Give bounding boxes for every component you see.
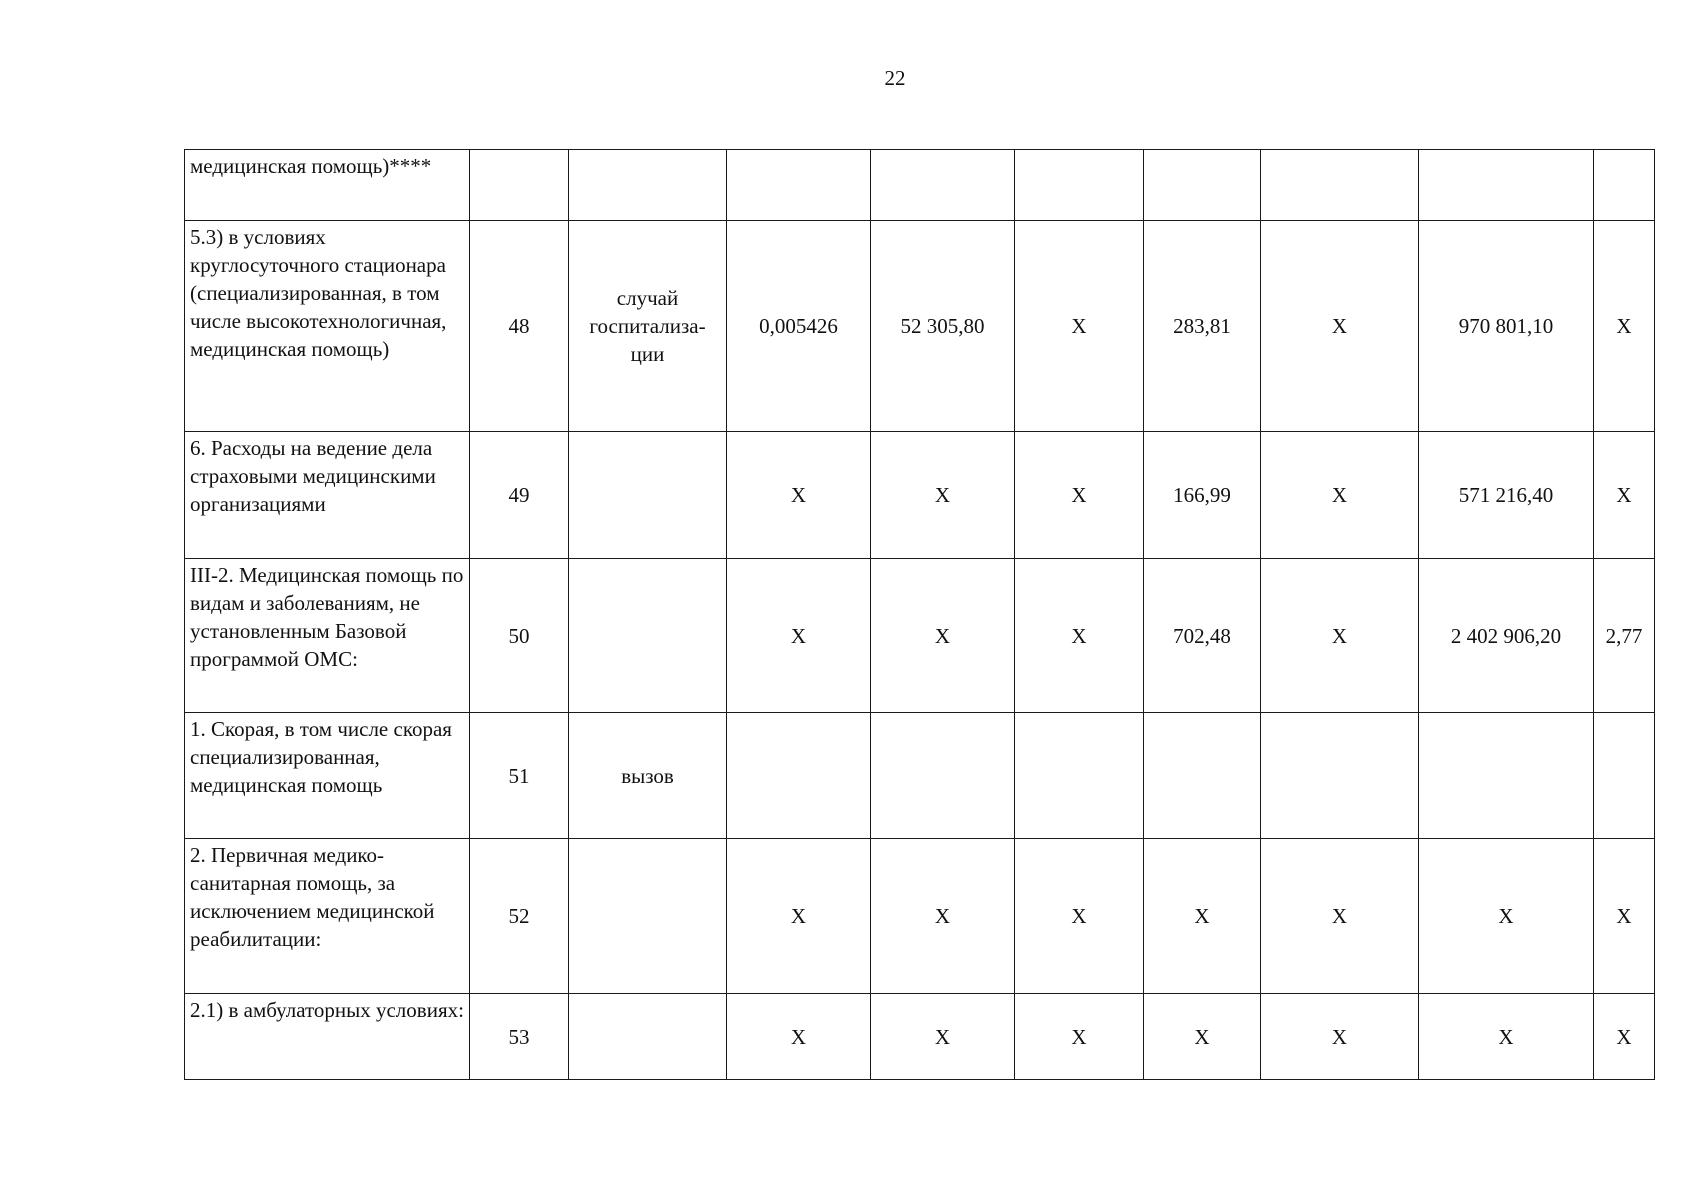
value-cell: Х <box>1594 994 1655 1080</box>
value-cell: 970 801,10 <box>1419 221 1594 432</box>
value-cell: 571 216,40 <box>1419 432 1594 559</box>
value-cell <box>1144 713 1261 839</box>
value-cell <box>727 150 871 221</box>
value-cell <box>1419 713 1594 839</box>
value-cell: 702,48 <box>1144 559 1261 713</box>
line-number-cell: 53 <box>470 994 569 1080</box>
table-row <box>185 221 1655 432</box>
value-cell <box>1144 150 1261 221</box>
value-cell: Х <box>1419 839 1594 994</box>
value-cell: Х <box>1015 221 1144 432</box>
value-cell <box>1015 713 1144 839</box>
value-cell <box>1594 713 1655 839</box>
unit-cell: случай госпитализа-ции <box>569 221 727 432</box>
line-number-cell <box>470 150 569 221</box>
value-cell: 2,77 <box>1594 559 1655 713</box>
value-cell: Х <box>1594 221 1655 432</box>
value-cell: Х <box>1594 839 1655 994</box>
value-cell <box>1419 150 1594 221</box>
value-cell <box>727 713 871 839</box>
table-row <box>185 432 1655 559</box>
value-cell: Х <box>1261 221 1419 432</box>
value-cell: Х <box>871 839 1015 994</box>
value-cell <box>1261 713 1419 839</box>
value-cell: Х <box>871 432 1015 559</box>
row-name-cell: III-2. Медицинская помощь по видам и заболеваниям, не установленным Базовой программой ОМС: <box>185 559 470 713</box>
value-cell <box>1594 150 1655 221</box>
value-cell: Х <box>1015 559 1144 713</box>
table-row <box>185 150 1655 221</box>
value-cell: Х <box>1594 432 1655 559</box>
value-cell: 0,005426 <box>727 221 871 432</box>
row-name-cell: медицинская помощь)**** <box>185 150 470 221</box>
value-cell: Х <box>1261 994 1419 1080</box>
value-cell: 283,81 <box>1144 221 1261 432</box>
value-cell: Х <box>1144 839 1261 994</box>
line-number-cell: 49 <box>470 432 569 559</box>
value-cell <box>871 150 1015 221</box>
table-row <box>185 839 1655 994</box>
value-cell: Х <box>1015 994 1144 1080</box>
line-number-cell: 50 <box>470 559 569 713</box>
value-cell: 2 402 906,20 <box>1419 559 1594 713</box>
value-cell: Х <box>1419 994 1594 1080</box>
unit-cell <box>569 994 727 1080</box>
value-cell: Х <box>1144 994 1261 1080</box>
unit-cell <box>569 432 727 559</box>
value-cell: Х <box>1261 839 1419 994</box>
unit-cell <box>569 839 727 994</box>
unit-cell <box>569 559 727 713</box>
row-name-cell: 1. Скорая, в том числе скорая специализированная, медицинская помощь <box>185 713 470 839</box>
value-cell: Х <box>1015 839 1144 994</box>
value-cell: Х <box>727 994 871 1080</box>
value-cell: Х <box>1261 559 1419 713</box>
data-table <box>184 149 1655 1080</box>
value-cell <box>1015 150 1144 221</box>
value-cell <box>1261 150 1419 221</box>
row-name-cell: 5.3) в условиях круглосуточного стационара (специализированная, в том числе высокотехнологичная, медицинская помощь) <box>185 221 470 432</box>
value-cell: 166,99 <box>1144 432 1261 559</box>
table-row <box>185 559 1655 713</box>
line-number-cell: 48 <box>470 221 569 432</box>
table-row <box>185 713 1655 839</box>
table-row <box>185 994 1655 1080</box>
value-cell: Х <box>727 839 871 994</box>
row-name-cell: 6. Расходы на ведение дела страховыми медицинскими организациями <box>185 432 470 559</box>
row-name-cell: 2.1) в амбулаторных условиях: <box>185 994 470 1080</box>
value-cell <box>871 713 1015 839</box>
line-number-cell: 52 <box>470 839 569 994</box>
value-cell: Х <box>727 432 871 559</box>
line-number-cell: 51 <box>470 713 569 839</box>
row-name-cell: 2. Первичная медико-санитарная помощь, за исключением медицинской реабилитации: <box>185 839 470 994</box>
value-cell: 52 305,80 <box>871 221 1015 432</box>
page-number: 22 <box>884 66 906 90</box>
value-cell: Х <box>1261 432 1419 559</box>
value-cell: Х <box>871 994 1015 1080</box>
value-cell: Х <box>1015 432 1144 559</box>
value-cell: Х <box>727 559 871 713</box>
unit-cell <box>569 150 727 221</box>
unit-cell: вызов <box>569 713 727 839</box>
value-cell: Х <box>871 559 1015 713</box>
